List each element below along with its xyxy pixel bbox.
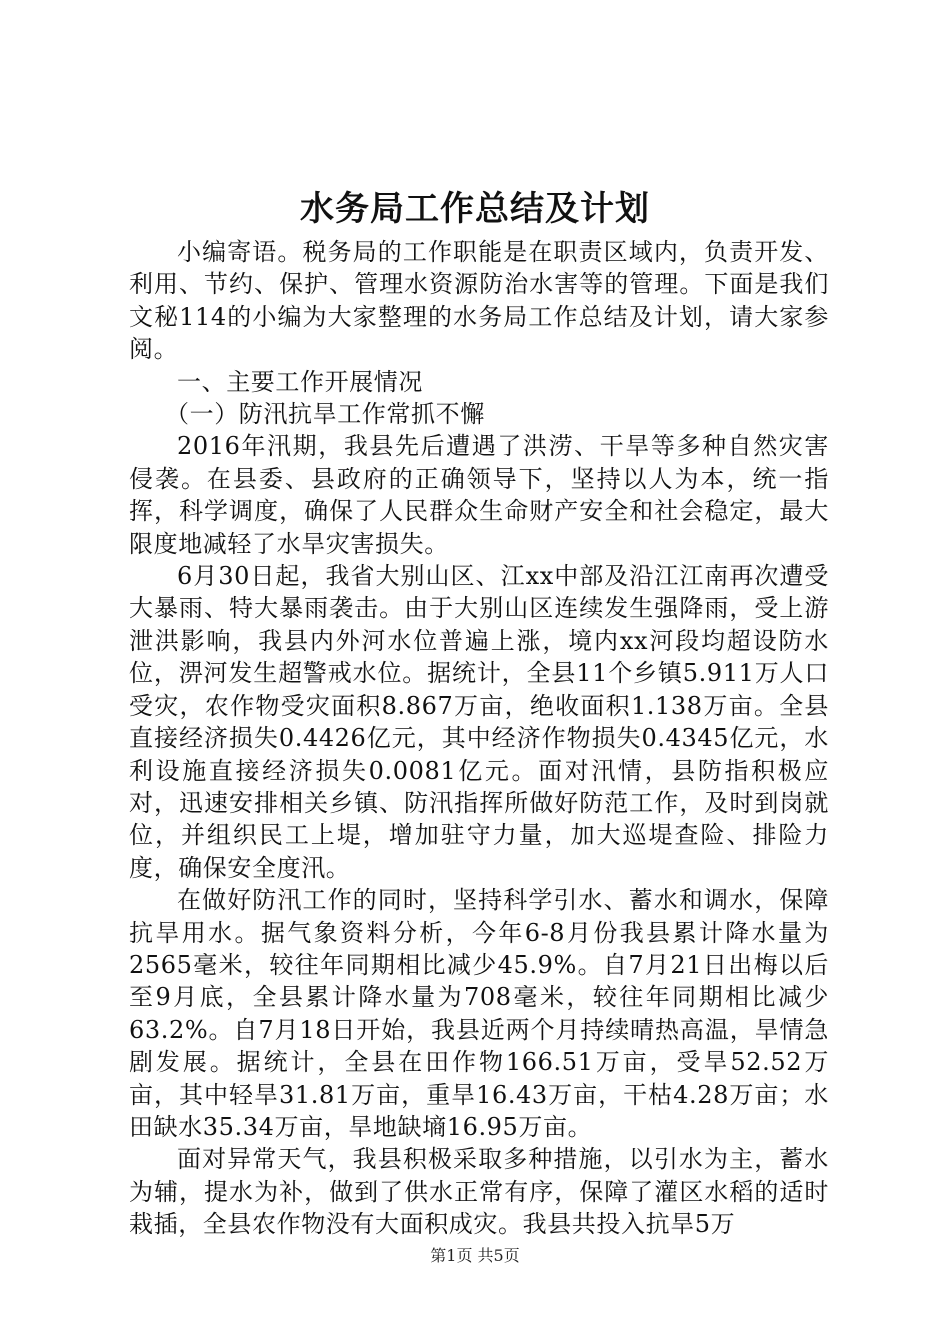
page-footer: 第1页 共5页 xyxy=(430,1246,520,1265)
body-paragraph: 2016年汛期，我县先后遭遇了洪涝、干旱等多种自然灾害侵袭。在县委、县政府的正确领导下，坚持以人为本，统一指挥，科学调度，确保了人民群众生命财产安全和社会稳定，最大限度地减轻了水旱灾害损失。 xyxy=(129,432,829,558)
subsection-heading: （一）防汛抗旱工作常抓不懈 xyxy=(165,400,485,429)
body-paragraph: 在做好防汛工作的同时，坚持科学引水、蓄水和调水，保障抗旱用水。据气象资料分析，今年6-8月份我县累计降水量为2565毫米，较往年同期相比减少45.9%。自7月21日出梅以后至9月底，全县累计降水量为708毫米，较往年同期相比减少63.2%。自7月18日开始，我县近两个月持续晴热高温，旱情急剧发展。据统计，全县在田作物166.51万亩，受旱52.52万亩，其中轻旱31.81万亩，重旱16.43万亩，干枯4.28万亩；水田缺水35.34万亩，旱地缺墒16.95万亩。 xyxy=(129,886,829,1141)
intro-paragraph: 小编寄语。税务局的工作职能是在职责区域内，负责开发、利用、节约、保护、管理水资源防治水害等的管理。下面是我们文秘114的小编为大家整理的水务局工作总结及计划，请大家参阅。 xyxy=(129,238,829,364)
document-title: 水务局工作总结及计划 xyxy=(300,189,650,229)
body-paragraph: 6月30日起，我省大别山区、江xx中部及沿江江南再次遭受大暴雨、特大暴雨袭击。由于大别山区连续发生强降雨，受上游泄洪影响，我县内外河水位普遍上涨，境内xx河段均超设防水位，淠河发生超警戒水位。据统计，全县11个乡镇5.911万人口受灾，农作物受灾面积8.867万亩，绝收面积1.138万亩。全县直接经济损失0.4426亿元，其中经济作物损失0.4345亿元，水利设施直接经济损失0.0081亿元。面对汛情，县防指积极应对，迅速安排相关乡镇、防汛指挥所做好防范工作，及时到岗就位，并组织民工上堤，增加驻守力量，加大巡堤查险、排险力度，确保安全度汛。 xyxy=(129,562,829,882)
section-heading: 一、主要工作开展情况 xyxy=(177,367,423,396)
document-body xyxy=(129,236,829,1241)
body-paragraph: 面对异常天气，我县积极采取多种措施，以引水为主，蓄水为辅，提水为补，做到了供水正常有序，保障了灌区水稻的适时栽插，全县农作物没有大面积成灾。我县共投入抗旱5万 xyxy=(129,1145,829,1239)
